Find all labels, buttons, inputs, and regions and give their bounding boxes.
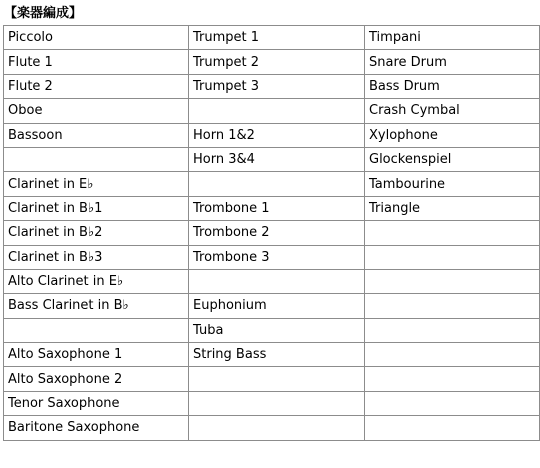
table-row [4, 26, 540, 50]
table-row [4, 50, 540, 74]
instrument-cell: Clarinet in B♭2 [4, 221, 189, 245]
table-row [4, 74, 540, 98]
instrumentation-table [3, 25, 540, 441]
instrument-cell: Clarinet in B♭3 [4, 245, 189, 269]
instrument-cell: Trombone 2 [189, 221, 365, 245]
table-row [4, 221, 540, 245]
instrument-cell: Trumpet 3 [189, 74, 365, 98]
instrument-cell [365, 221, 540, 245]
instrument-cell [189, 391, 365, 415]
instrument-cell: Horn 1&2 [189, 123, 365, 147]
instrument-cell: Alto Saxophone 2 [4, 367, 189, 391]
instrument-cell [365, 391, 540, 415]
table-row [4, 343, 540, 367]
instrument-cell [189, 269, 365, 293]
instrument-cell: Triangle [365, 196, 540, 220]
instrument-cell [365, 294, 540, 318]
instrument-cell [4, 147, 189, 171]
instrument-cell [365, 318, 540, 342]
instrument-cell: Clarinet in E♭ [4, 172, 189, 196]
table-row [4, 367, 540, 391]
instrument-cell: Tambourine [365, 172, 540, 196]
instrument-cell: Flute 1 [4, 50, 189, 74]
instrument-cell: Timpani [365, 26, 540, 50]
instrument-cell [189, 416, 365, 440]
instrument-cell: Crash Cymbal [365, 99, 540, 123]
instrument-cell: Tuba [189, 318, 365, 342]
instrument-cell [365, 269, 540, 293]
table-row [4, 294, 540, 318]
instrument-cell: Snare Drum [365, 50, 540, 74]
table-row [4, 123, 540, 147]
instrument-cell: String Bass [189, 343, 365, 367]
instrument-cell: Bass Drum [365, 74, 540, 98]
instrument-cell: Trumpet 1 [189, 26, 365, 50]
instrument-cell: Clarinet in B♭1 [4, 196, 189, 220]
instrument-cell [365, 416, 540, 440]
instrument-cell: Alto Saxophone 1 [4, 343, 189, 367]
table-row [4, 318, 540, 342]
table-row [4, 391, 540, 415]
instrument-cell [189, 99, 365, 123]
instrument-cell [365, 367, 540, 391]
table-row [4, 196, 540, 220]
instrument-cell [365, 245, 540, 269]
instrument-cell [189, 367, 365, 391]
table-row [4, 245, 540, 269]
table-row [4, 147, 540, 171]
instrument-cell: Bass Clarinet in B♭ [4, 294, 189, 318]
instrument-cell: Xylophone [365, 123, 540, 147]
instrument-cell: Tenor Saxophone [4, 391, 189, 415]
instrument-cell: Baritone Saxophone [4, 416, 189, 440]
instrument-cell: Trombone 1 [189, 196, 365, 220]
table-row [4, 269, 540, 293]
table-row [4, 172, 540, 196]
section-heading: 【楽器編成】 [4, 6, 83, 21]
instrument-cell: Glockenspiel [365, 147, 540, 171]
instrument-cell: Oboe [4, 99, 189, 123]
instrument-cell: Horn 3&4 [189, 147, 365, 171]
instrument-cell [365, 343, 540, 367]
instrument-cell: Bassoon [4, 123, 189, 147]
instrument-cell: Trumpet 2 [189, 50, 365, 74]
instrument-cell [4, 318, 189, 342]
instrument-cell [189, 172, 365, 196]
table-row [4, 416, 540, 440]
table-row [4, 99, 540, 123]
instrument-cell: Euphonium [189, 294, 365, 318]
instrument-cell: Flute 2 [4, 74, 189, 98]
instrument-cell: Piccolo [4, 26, 189, 50]
instrument-cell: Alto Clarinet in E♭ [4, 269, 189, 293]
instrument-cell: Trombone 3 [189, 245, 365, 269]
